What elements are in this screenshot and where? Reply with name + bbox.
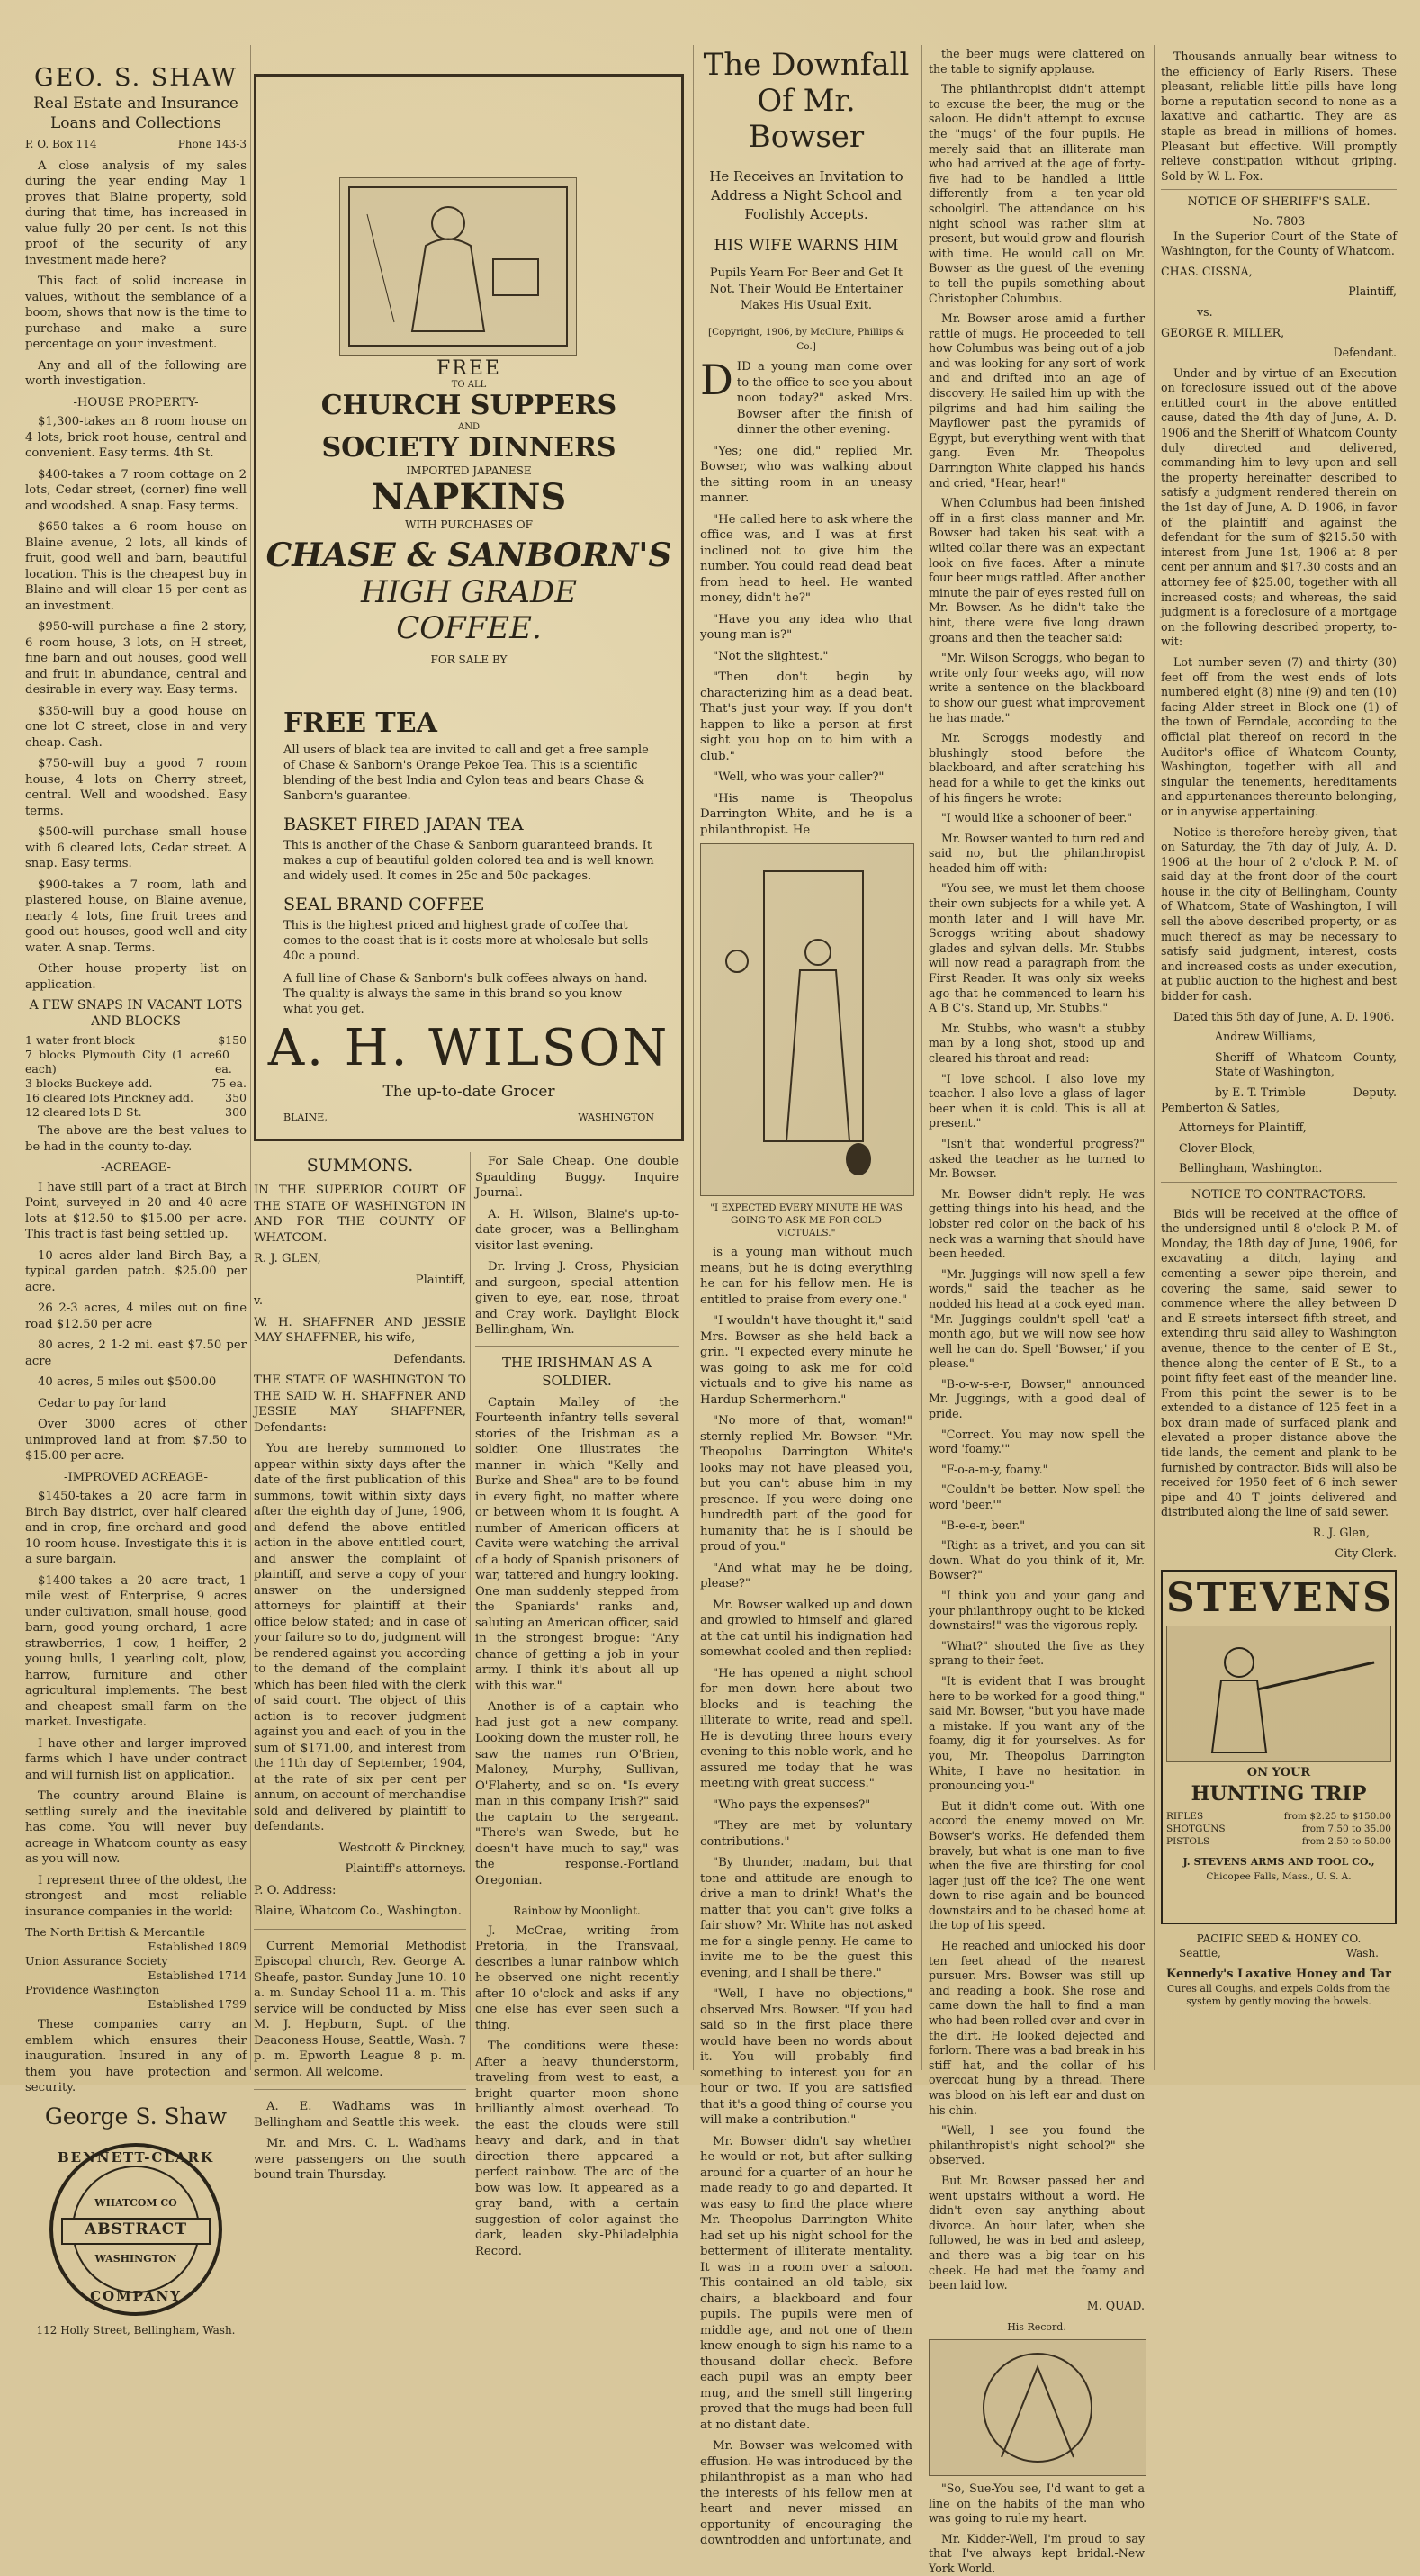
column-bowser <box>700 47 912 2547</box>
wilson-notice: A. H. Wilson, Blaine's up-to-date grocer, was a Bellingham visitor last evening. <box>475 1207 679 1253</box>
acreage-item: 40 acres, 5 miles out $500.00 <box>38 1375 217 1389</box>
shaw-intro: A close analysis of my sales during the year ending May 1 proves that Blaine property, sold during that time, has increased in value fully 20 per cent. Is not this proof of the security of any investment made here? <box>25 158 247 267</box>
shaw-subtitle-1: Real Estate and Insurance <box>33 95 238 113</box>
sheriff-defendant-label: Defendant. <box>1333 346 1397 360</box>
col5-p15: "B-o-w-s-e-r, Bowser," announced Mr. Juggings, with a good deal of pride. <box>929 1376 1145 1421</box>
acreage-item: 80 acres, 2 1-2 mi. east $7.50 per acre <box>25 1338 247 1368</box>
column-rule <box>693 45 694 2070</box>
col5-p2: The philanthropist didn't attempt to excuse the beer, the mug or the saloon. He didn't attempt to excuse the "mugs" of the four pupils. He merely said that an illiterate man who had arrived at the age of forty-five had to be handled a little differently from a ten-year-old schoolgirl. The attendance on his night school was rather slim at present, but would grow and flourish with time. He would call on Mr. Bowser as the guest of the evening to tell the pupils something about Christopher Columbus. <box>929 82 1145 305</box>
quad-signature: M. QUAD. <box>1086 2298 1145 2312</box>
col5-p16: "Correct. You may now spell the word 'foamy.'" <box>929 1427 1145 1456</box>
record-scene-icon <box>930 2340 1146 2475</box>
notice-rule <box>254 1929 466 1930</box>
grocer-state: WASHINGTON <box>578 1112 654 1123</box>
col5-p17: "F-o-a-m-y, foamy." <box>941 1462 1048 1476</box>
ad-brand: CHASE & SANBORN'S <box>265 536 672 574</box>
bowser-p14: "He has opened a night school for men down here about two blocks and is teaching the illiterate to write, read and spell. He is devoting three hours every evening to this noble work, and he assured me today that he was meeting with great success." <box>700 1666 912 1790</box>
ad-free: FREE <box>436 357 501 380</box>
stevens-price: from 2.50 to 50.00 <box>1301 1835 1391 1847</box>
improved-item: I have other and larger improved farms which I have under contract and will furnish list on application. <box>25 1736 247 1782</box>
sheriff-plaintiff: CHAS. CISSNA, <box>1161 264 1253 278</box>
bowser-p3: "He called here to ask where the office was, and I was at first inclined not to give him the number. You could read dead beat from head to heel. He wanted money, didn't he?" <box>700 512 912 605</box>
seal-state-text: WASHINGTON <box>94 2252 177 2265</box>
sheriff-name: Andrew Williams, <box>1215 1030 1317 1044</box>
deputy-label: Deputy. <box>1353 1085 1397 1099</box>
improved-item: I represent three of the oldest, the strongest and most reliable insurance companies in the world: <box>25 1873 247 1919</box>
stevens-trip: HUNTING TRIP <box>1191 1781 1367 1806</box>
col5-p23: "It is evident that I was brought here to be worked for a good thing," said Mr. Bowser, "but you have made a mistake. If you want any of the foamy, dig it for yourselves. As for you, Mr. Theopolus Darrington White, I have no hesitation in pronouncing you-" <box>929 1673 1145 1793</box>
kennedy-ad <box>1161 1968 1397 2008</box>
sheriff-vs: vs. <box>1197 304 1213 319</box>
bowser-deck: He Receives an Invitation to Address a Night School and Foolishly Accepts. <box>709 168 903 222</box>
col5-p27: But Mr. Bowser passed her and went upstairs without a word. He didn't even say anything about divorce. An hour later, when she followed, he was in bed and asleep, and there was a big tear on his cheek. He had met the foamy and been laid low. <box>929 2173 1145 2292</box>
free-tea-text: All users of black tea are invited to call and get a free sample of Chase & Sanborn's Orange Pekoe Tea. This is a scientific blending of the best India and Cylon teas and bears Chase & Sanborn's guarantee. <box>283 743 649 803</box>
summons-court: IN THE SUPERIOR COURT OF THE STATE OF WASHINGTON IN AND FOR THE COUNTY OF WHATCOM. <box>254 1184 466 1245</box>
company-est: Established 1799 <box>148 1997 247 2011</box>
rainbow-p2: The conditions were these: After a heavy thunderstorm, traveling from west to east, a bright quarter moon shone brilliantly almost overhead. To the east the clouds were still heavy and dark, and in that direction there appeared a perfect rainbow. The arc of the bow was low. It appeared as a gray band, with a certain suggestion of color against the dark, leaden sky.-Philadelphia Record. <box>475 2040 679 2258</box>
shaw-address: 112 Holly Street, Bellingham, Wash. <box>36 2323 236 2337</box>
seed-city: Seattle, <box>1179 1947 1221 1960</box>
sheriff-attys-2: Attorneys for Plaintiff, <box>1179 1121 1307 1135</box>
shaw-signature: George S. Shaw <box>44 2103 228 2130</box>
col5-p12: "Isn't that wonderful progress?" asked the teacher as he turned to Mr. Bowser. <box>929 1136 1145 1181</box>
snap-item: 16 cleared lots Pinckney add. <box>25 1091 193 1104</box>
snap-price: 75 ea. <box>211 1076 247 1090</box>
grocer-city: BLAINE, <box>283 1112 328 1123</box>
contractors-title: NOTICE TO CONTRACTORS. <box>1191 1187 1367 1202</box>
record-text-1: "So, Sue-You see, I'd want to get a line on the habits of the man who was going to rule my heart. <box>929 2481 1145 2526</box>
ad-to-all: TO ALL <box>451 380 487 390</box>
col5-p6: Mr. Scroggs modestly and blushingly stood before the blackboard, and after scratching his head for a while to get the kinks out of his fingers he wrote: <box>929 731 1145 805</box>
summons-addr: Blaine, Whatcom Co., Washington. <box>254 1905 462 1918</box>
cross-notice: Dr. Irving J. Cross, Physician and surgeon, special attention given to eye, ear, nose, throat and Cray work. Daylight Block Bellingham, Wn. <box>475 1260 679 1337</box>
house-item: $500-will purchase small house with 6 cleared lots, Cedar street. A snap. Easy terms. <box>25 825 247 870</box>
col5-p19: "B-e-e-r, beer." <box>941 1518 1025 1532</box>
col5-p1: the beer mugs were clattered on the table to signify applause. <box>929 47 1145 76</box>
house-item: $750-will buy a good 7 room house, 4 lots on Cherry street, central. Well and woodshed. Easy terms. <box>25 757 247 818</box>
column-shaw <box>25 63 247 2337</box>
shaw-closing: These companies carry an emblem which ensures their inauguration. Insured in any of them you have protection and security. <box>25 2018 247 2094</box>
clerk-name: R. J. Glen, <box>1312 1526 1370 1540</box>
sheriff-body-3: Notice is therefore hereby given, that on Saturday, the 7th day of July, A. D. 1906 at the hour of 2 o'clock P. M. of said day at the front door of the court house in the city of Bellingham, County of Whatcom, State of Washington, I will sell the above described property, or as much thereof as may be necessary to satisfy said judgment, interest, costs and increased costs as under execution, at public auction to the highest and best bidder for cash. <box>1161 824 1397 1004</box>
bowser-p18: "Well, I have no objections," observed Mrs. Bowser. "If you had said so in the first place there would have been no words about it. You will probably find something to interest you for an hour or two. If you are satisfied that it's a good thing of course you will make a contribution." <box>700 1987 912 2127</box>
record-illustration <box>929 2339 1146 2476</box>
col5-p26: "Well, I see you found the philanthropist's night school?" she observed. <box>929 2123 1145 2167</box>
house-item: $950-will purchase a fine 2 story, 6 room house, 3 lots, on H street, fine barn and out houses, good well and fruit in abundance, central and desirable in every way. Easy terms. <box>25 620 247 697</box>
chase-sanborn-ad <box>254 74 684 1141</box>
bowser-p6: "Then don't begin by characterizing him as a dead beat. That's just your way. If you don't happen to like a person at first sight you hop on to him with a club." <box>700 671 912 763</box>
col5-p8: Mr. Bowser wanted to turn red and said no, but the philanthropist headed him off with: <box>929 831 1145 875</box>
bowser-p11: "No more of that, woman!" sternly replied Mr. Bowser. "Mr. Theopolus Darrington White's looks may not have pleased you, but you can't abuse him in my presence. If you were doing one hundredth part of the good for humanity that he is I should be proud of you." <box>700 1414 912 1554</box>
full-line-text: A full line of Chase & Sanborn's bulk coffees always on hand. The quality is always the same in this brand so you know what you get. <box>283 972 648 1016</box>
snaps-heading: A FEW SNAPS IN VACANT LOTS AND BLOCKS <box>29 998 243 1029</box>
bowser-p2: "Yes; one did," replied Mr. Bowser, who was walking about the sitting room in an uneasy manner. <box>700 444 912 505</box>
seed-company: PACIFIC SEED & HONEY CO. <box>1196 1932 1362 1946</box>
company-name: The North British & Mercantile <box>25 1925 206 1939</box>
stevens-city: Chicopee Falls, Mass., U. S. A. <box>1206 1871 1352 1883</box>
bowser-copyright: [Copyright, 1906, by McClure, Phillips & Co.] <box>708 327 904 352</box>
wadhams-notice-1: A. E. Wadhams was in Bellingham and Seattle this week. <box>254 2100 466 2130</box>
bowser-p16: "They are met by voluntary contributions." <box>700 1819 912 1849</box>
col5-p10: Mr. Stubbs, who wasn't a stubby man by a long shot, stood up and cleared his throat and read: <box>929 1021 1145 1065</box>
bowser-p12: "And what may he be doing, please?" <box>700 1561 912 1590</box>
col5-p21: "I think you and your gang and your philanthropy ought to be kicked downstairs!" was the vigorous reply. <box>929 1589 1145 1633</box>
kennedy-text: Cures all Coughs, and expels Colds from the system by gently moving the bowels. <box>1166 1982 1391 2007</box>
ad-society: SOCIETY DINNERS <box>321 432 616 464</box>
column-rule <box>470 1152 471 2070</box>
stevens-item: SHOTGUNS <box>1166 1823 1226 1834</box>
column-summons <box>254 1154 466 2182</box>
sheriff-attys-4: Bellingham, Washington. <box>1179 1161 1323 1175</box>
bowser-title-1: The Downfall <box>703 47 910 83</box>
col5-p13: Mr. Bowser didn't reply. He was getting things into his head, and the lobster red color on the back of his neck was a warning that should have been heeded. <box>929 1186 1145 1261</box>
acreage-item: 26 2-3 acres, 4 miles out on fine road $12.50 per acre <box>25 1302 247 1331</box>
snap-price: 350 <box>225 1091 247 1104</box>
bowser-wife-heading: HIS WIFE WARNS HIM <box>714 237 899 255</box>
seed-ad <box>1161 1932 1397 1960</box>
bowser-p20: Mr. Bowser was welcomed with effusion. He was introduced by the philanthropist as a man who had the interests of his fellow men at heart and never missed an opportunity of encouraging the downtrodden and unfortunate, and <box>700 2439 912 2547</box>
laxative-notice: Thousands annually bear witness to the efficiency of Early Risers. These pleasant, reliable little pills have long borne a reputation second to none as a laxative and cathartic. They are as staple as bread in millions of homes. Pleasant but effective. Will promptly relieve constipation without griping. Sold by W. L. Fox. <box>1161 50 1397 183</box>
col5-p18: "Couldn't be better. Now spell the word 'beer.'" <box>929 1482 1145 1512</box>
improved-item: The country around Blaine is settling surely and the inevitable has come. You will never buy acreage in Whatcom county as easy as you will now. <box>25 1789 247 1866</box>
summons-body: You are hereby summoned to appear within sixty days after the date of the first publication of this summons, towit within sixty days after the eighth day of June, 1906, and defend the above entitled action in the above entitled court, and answer the complaint of plaintiff, and serve a copy of your answer on the undersigned attorneys for plaintiff at their office below stated; and in case of your failure so to do, judgment will be rendered against you according to the demand of the complaint which has been filed with the clerk of said court. The object of this action is to recover judgment against you and each of you in the sum of $171.00, and interest from the 11th day of September, 1904, at the rate of six per cent per annum, on account of merchandise sold and delivered by plaintiff to defendants. <box>254 1442 466 1833</box>
snaps-note: The above are the best values to be had in the county to-day. <box>25 1124 247 1154</box>
column-notices <box>1161 50 1397 2075</box>
col5-p22: "What?" shouted the five as they sprang to their feet. <box>929 1638 1145 1668</box>
irishman-p1: Captain Malley of the Fourteenth infantry tells several stories of the Irishman as a soldier. One illustrates the manner in which "Kelly and Burke and Shea" are to be found in every fight, no matter where or between whom it is fought. A number of American officers at Cavite were watching the arrival of a body of Spanish prisoners of war, tattered and hungry looking. One man suddenly stepped from the Spaniards' ranks and, saluting an American officer, said in the strongest brogue: "Any chance of getting a job in your army. I think it's about all up with this war." <box>475 1395 679 1693</box>
seed-state: Wash. <box>1345 1947 1379 1960</box>
column-irishman <box>475 1154 679 2258</box>
shaw-phone: Phone 143-3 <box>177 138 247 150</box>
house-item: Other house property list on application. <box>25 962 247 992</box>
bowser-illustration <box>700 843 914 1196</box>
house-item: $900-takes a 7 room, lath and plastered house, on Blaine avenue, nearly 4 lots, fine fruit trees and good out houses, good well and city water. A snap. Terms. <box>25 878 247 955</box>
bowser-p8: "His name is Theopolus Darrington White, and he is a philanthropist. He <box>700 791 912 837</box>
col5-p25: He reached and unlocked his door ten feet ahead of the nearest pursuer. Mrs. Bowser was still up and reading a book. She rose and came down the hall to find a man who had been rolled over and over in the dirt. He looked dejected and forlorn. There was a bad break in his stiff hat, and the collar of his overcoat hung by a thread. There was blood on his left ear and dust on his chin. <box>929 1939 1145 2117</box>
shaw-intro-3: Any and all of the following are worth investigation. <box>25 358 247 388</box>
notice-rule <box>475 1346 679 1347</box>
col5-p7: "I would like a schooner of beer." <box>941 811 1133 825</box>
bowser-p1: ID a young man come over to the office to see you about noon today?" asked Mrs. Bowser after the finish of dinner the other evening. <box>736 360 912 437</box>
free-tea-heading: FREE TEA <box>283 707 437 739</box>
ad-church: CHURCH SUPPERS <box>320 390 617 421</box>
basket-heading: BASKET FIRED JAPAN TEA <box>283 815 524 834</box>
ad-with: WITH PURCHASES OF <box>405 518 533 531</box>
bowser-p5: "Not the slightest." <box>713 649 829 663</box>
improved-item: $1400-takes a 20 acre tract, 1 mile west of Enterprise, 9 acres under cultivation, small house, good barn, good young orchard, 1 acre strawberries, 1 cow, 1 heiffer, 2 young bulls, 1 yearling colt, plow, harrow, furniture and other agricultural implements. The best and cheapest small farm on the market. Investigate. <box>25 1573 247 1729</box>
sheriff-no: No. 7803 <box>1252 213 1306 228</box>
woman-serving-icon <box>340 178 576 355</box>
basket-text: This is another of the Chase & Sanborn guaranteed brands. It makes a cup of beautiful golden colored tea and is well known and widely used. It comes in 25c and 50c packages. <box>283 839 654 883</box>
shaw-intro-2: This fact of solid increase in values, without the semblance of a boom, shows that now is the time to purchase and make a sure percentage on your investment. <box>25 275 247 351</box>
bowser-p15: "Who pays the expenses?" <box>713 1797 871 1812</box>
methodist-notice: Current Memorial Methodist Episcopal church, Rev. George A. Sheafe, pastor. Sunday June 10. 10 a. m. Sunday School 11 a. m. This service will be conducted by Miss M. J. Hepburn, Supt. of the Deaconess House, Seattle, Wash. 7 p. m. Epworth League 8 p. m. sermon. All welcome. <box>254 1939 466 2079</box>
grocer-tagline: The up-to-date Grocer <box>382 1083 555 1101</box>
stevens-price: from $2.25 to $150.00 <box>1283 1810 1391 1822</box>
stevens-line: ON YOUR <box>1246 1766 1311 1780</box>
summons-plaintiff: R. J. GLEN, <box>254 1252 321 1265</box>
col5-p14: "Mr. Juggings will now spell a few words," said the teacher as he nodded his head at a cock eyed man. "Mr. Juggings couldn't spell 'cat' a month ago, but we will now see how well he can do. Spell 'Bowser,' if you please." <box>929 1266 1145 1371</box>
snap-item: 12 cleared lots D St. <box>25 1105 142 1119</box>
bowser-p10: "I wouldn't have thought it," said Mrs. Bowser as she held back a grin. "I expected every minute he was going to ask me for cold victuals and to give his name as Hardup Schermerhorn." <box>700 1314 912 1407</box>
bowser-p9: is a young man without much means, but he is doing everything he can for his fellow men. He is entitled to praise from every one." <box>700 1246 912 1307</box>
stevens-brand: STEVENS <box>1166 1575 1393 1622</box>
acreage-item: Over 3000 acres of other unimproved land at from $7.50 to $15.00 per acre. <box>25 1418 247 1463</box>
bowser-p17: "By thunder, madam, but that tone and attitude are enough to drive a man to drink! What's the matter that you can't give folks a fair show? Mr. White has not asked me for a single penny. He came to invite me to be the guest this evening, and I shall be there." <box>700 1856 912 1980</box>
summons-defendant: W. H. SHAFFNER AND JESSIE MAY SHAFFNER, his wife, <box>254 1315 466 1345</box>
stevens-ad <box>1161 1570 1397 1924</box>
hunter-icon <box>1167 1626 1392 1761</box>
rainbow-title: Rainbow by Moonlight. <box>513 1905 641 1917</box>
company-name: Union Assurance Society <box>25 1954 168 1968</box>
stevens-price: from 7.50 to 35.00 <box>1301 1823 1391 1834</box>
house-item: $650-takes a 6 room house on Blaine avenue, 2 lots, all kinds of fruit, good well and barn, beautiful location. This is the cheapest buy in Blaine and will clear 15 per cent as an investment. <box>25 520 247 613</box>
stevens-item: PISTOLS <box>1166 1835 1210 1847</box>
sheriff-office: Sheriff of Whatcom County, State of Washington, <box>1215 1049 1397 1079</box>
snap-price: 300 <box>225 1105 247 1119</box>
wadhams-notice-2: Mr. and Mrs. C. L. Wadhams were passengers on the south bound train Thursday. <box>254 2137 466 2182</box>
grocer-name: A. H. WILSON <box>267 1019 670 1077</box>
summons-plaintiff-label: Plaintiff, <box>415 1273 466 1287</box>
shaw-title: GEO. S. SHAW <box>34 64 238 92</box>
kennedy-title: Kennedy's Laxative Honey and Tar <box>1166 1968 1391 1982</box>
irishman-title: THE IRISHMAN AS A SOLDIER. <box>501 1354 652 1389</box>
summons-title: SUMMONS. <box>306 1156 414 1175</box>
summons-to: THE STATE OF WASHINGTON TO THE SAID W. H. SHAFFNER AND JESSIE MAY SHAFFNER, Defendants: <box>254 1374 466 1435</box>
snap-item: 1 water front block <box>25 1033 135 1047</box>
summons-defendant-label: Defendants. <box>393 1352 466 1366</box>
deputy-name: by E. T. Trimble <box>1215 1085 1306 1099</box>
col5-p3: Mr. Bowser arose amid a further rattle of mugs. He proceeded to tell how Columbus was being out of a job and was looking for any sort of work and and drifted into an age of discovery. He sailed him up with the pilgrims and had him sailing the Mayflower past the pyramids of Egypt, but everything went with that gang. Even Mr. Theopolus Darrington White clapped his hands and cried, "Hear, hear!" <box>929 311 1145 490</box>
ad-for-sale: FOR SALE BY <box>430 653 508 666</box>
companies-list <box>25 1925 247 2012</box>
notice-rule <box>254 2089 466 2090</box>
acreage-item: I have still part of a tract at Birch Point, surveyed in 20 and 40 acre lots at $12.50 to $15.00 per acre. This tract is fast being settled up. <box>25 1180 247 1241</box>
house-item: $1,300-takes an 8 room house on 4 lots, brick root house, central and convenient. Easy terms. 4th St. <box>25 415 247 460</box>
summons-po: P. O. Address: <box>254 1883 337 1897</box>
bowser-p13: Mr. Bowser walked up and down and growled to himself and glared at the cat until his indignation had somewhat cooled and then replied: <box>700 1598 912 1659</box>
seal-text: This is the highest priced and highest grade of coffee that comes to the coast-that is it costs more at wholesale-but sells 40c a pound. <box>283 919 649 963</box>
col5-p5: "Mr. Wilson Scroggs, who began to write only four weeks ago, will now write a sentence on the blackboard to show our guest what improvement he has made." <box>929 651 1145 725</box>
bowser-p19: Mr. Bowser didn't say whether he would or not, but after sulking around for a quarter of an hour he made ready to go and departed. It was easy to find the place where Mr. Theopolus Darrington White had set up his night school for the betterment of illiterate mentality. It was in a room over a saloon. This contained an old table, six chairs, a blackboard and four pupils. The pupils were men of middle age, and not one of them knew enough to sign his name to a thousand dollar check. Before each pupil was an empty beer mug, and the smell still lingering proved that the mugs had been full at no distant date. <box>700 2134 912 2432</box>
bowser-p7: "Well, who was your caller?" <box>713 770 885 784</box>
bowser-title-2: Of Mr. Bowser <box>748 83 865 155</box>
snaps-list <box>25 1033 247 1120</box>
ad-illustration-woman <box>339 177 577 356</box>
sheriff-body-2: Lot number seven (7) and thirty (30) feet off from the west ends of lots numbered eight (8) nine (9) and ten (10) facing Alder street in Block one (1) of the town of Ferndale, according to the official plat thereof on record in the Auditor's office of Whatcom County, Washington, together with all and singular the tenements, hereditaments and appurtenances thereunto belonging, or in anywise appertaining. <box>1161 654 1397 818</box>
snap-price: 60 ea. <box>215 1048 232 1076</box>
acreage-item: 10 acres alder land Birch Bay, a typical garden patch. $25.00 per acre. <box>25 1248 247 1294</box>
hunter-illustration <box>1166 1626 1391 1762</box>
notice-rule <box>1161 189 1397 190</box>
sheriff-court: In the Superior Court of the State of Washington, for the County of Whatcom. <box>1161 229 1397 258</box>
acreage-heading: -ACREAGE- <box>100 1161 171 1175</box>
sheriff-attys: Pemberton & Satles, <box>1161 1100 1280 1114</box>
notice-rule <box>1161 1182 1397 1183</box>
seal-top-text: BENNETT-CLARK <box>57 2148 215 2166</box>
col5-p20: "Right as a trivet, and you can sit down. What do you think of it, Mr. Bowser?" <box>929 1538 1145 1582</box>
col5-p4: When Columbus had been finished off in a first class manner and Mr. Bowser had taken his seat with a wilted collar there was an expectant look on five faces. After a minute four beer mugs rattled. After another minute the pair of eyes rested full on Mr. Bowser. As he didn't take the hint, there were five long drawn groans and then the teacher said: <box>929 496 1145 644</box>
ad-coffee: COFFEE. <box>396 610 542 646</box>
column-rule <box>1154 45 1155 2070</box>
clerk-label: City Clerk. <box>1335 1545 1397 1560</box>
contractors-body: Bids will be received at the office of the undersigned until 8 o'clock P. M. of Monday, the 18th day of June, 1906, for excavating a ditch, laying and cementing a sewer pipe therein, and covering the same, said sewer to commence where the alley between D and E streets intersect fifth street, and extending thru said alley to Washington avenue, thence to the center of E St., thence along the center of E St., to a point fifty feet east of the meander line. From this point the sewer is to be extended to a distance of 125 feet in a box drain made of surfaced plank and elevated a proper distance above the tide lands, the cement and plank to be furnished by contractor. Bids will also be received for 1950 feet of 6 inch sewer pipe and 40 T joints delivered and distributed along the line of said sewer. <box>1161 1206 1397 1519</box>
col5-p9: "You see, we must let them choose their own subjects for a while yet. A month later and I will have Mr. Scroggs writing about shadowy glades and sylvan dells. Mr. Stubbs will now read a paragraph from the First Reader. It was only six weeks ago that he commenced to learn his A B C's. Stand up, Mr. Stubbs." <box>929 881 1145 1015</box>
bowser-p4: "Have you any idea who that young man is?" <box>700 612 912 642</box>
house-item: $400-takes a 7 room cottage on 2 lots, Cedar street, (corner) fine well and woodshed. A snap. Easy terms. <box>25 467 247 513</box>
improved-heading: -IMPROVED ACREAGE- <box>63 1470 209 1484</box>
sheriff-dated: Dated this 5th day of June, A. D. 1906. <box>1173 1009 1395 1023</box>
seal-county-text: WHATCOM CO <box>94 2196 177 2209</box>
sheriff-body-1: Under and by virtue of an Execution on foreclosure issued out of the above entitled court in the above entitled cause, dated the 4th day of June, A. D. 1906 and the Sheriff of Whatcom County duly directed and delivered, commanding him to levy upon and sell the property hereinafter described to satisfy a judgment rendered therein on the 1st day of June, A. D. 1906, in favor of the plaintiff and against the defendant for the sum of $215.50 with interest from June 1st, 1906 at 8 per cent per annum and $17.30 costs and an attorney fee of $25.00, together with all increased costs; and whereas, the said judgment is a foreclosure of a mortgage on the following described property, to-wit: <box>1161 365 1397 649</box>
sheriff-defendant: GEORGE R. MILLER, <box>1161 325 1285 339</box>
seal-center-text: ABSTRACT <box>85 2220 187 2238</box>
improved-item: $1450-takes a 20 acre farm in Birch Bay district, over half cleared and in crop, fine orchard and good 10 room house. Investigate this it is a sure bargain. <box>25 1490 247 1566</box>
irishman-p2: Another is of a captain who had just got a new company. Looking down the muster roll, he saw the names run O'Brien, Maloney, Murphy, Sullivan, O'Flaherty, and so on. "Is every man in this company Irish?" said the captain to the sergeant. "There's wan Swede, but he doesn't have much to say," was the response.-Portland Oregonian. <box>475 1700 679 1887</box>
drop-cap: D <box>700 356 733 404</box>
company-est: Established 1714 <box>148 1968 247 1982</box>
column-bowser-cont <box>929 47 1145 2575</box>
company-name: Providence Washington <box>25 1983 160 1996</box>
ad-high-grade: HIGH GRADE <box>360 574 578 610</box>
acreage-item: Cedar to pay for land <box>38 1396 166 1410</box>
bowser-deck-2: Pupils Yearn For Beer and Get It Not. Their Would Be Entertainer Makes His Usual Exit. <box>709 266 903 312</box>
shaw-po-box: P. O. Box 114 <box>25 138 97 150</box>
abstract-seal <box>46 2139 226 2319</box>
snap-item: 7 blocks Plymouth City (1 acre each) <box>25 1048 215 1076</box>
for-sale-notice: For Sale Cheap. One double Spaulding Buggy. Inquire Journal. <box>475 1155 679 1200</box>
stevens-item: RIFLES <box>1166 1810 1204 1822</box>
seal-bottom-text: COMPANY <box>90 2287 182 2304</box>
ad-imported: IMPORTED JAPANESE <box>406 464 532 477</box>
snap-item: 3 blocks Buckeye add. <box>25 1076 153 1090</box>
stevens-company: J. STEVENS ARMS AND TOOL CO., <box>1182 1855 1375 1868</box>
summons-attys-label: Plaintiff's attorneys. <box>345 1862 466 1876</box>
summons-v: v. <box>254 1294 264 1308</box>
doorway-scene-icon <box>701 844 913 1195</box>
record-text-2: Mr. Kidder-Well, I'm proud to say that I've always kept bridal.-New York World. <box>929 2531 1145 2575</box>
sheriff-attys-3: Clover Block, <box>1179 1140 1256 1155</box>
bowser-caption: "I EXPECTED EVERY MINUTE HE WAS GOING TO ASK ME FOR COLD VICTUALS." <box>710 1202 903 1238</box>
ad-napkins: NAPKINS <box>371 476 567 518</box>
house-item: $350-will buy a good house on one lot C street, close in and very cheap. Cash. <box>25 704 247 750</box>
snap-price: $150 <box>218 1033 247 1047</box>
column-rule <box>921 45 922 2070</box>
ad-and: AND <box>458 422 480 432</box>
company-est: Established 1809 <box>148 1940 247 1953</box>
column-rule <box>250 45 251 2070</box>
col5-p11: "I love school. I also love my teacher. I also love a glass of lager beer when it is cold. This is all at present." <box>929 1071 1145 1130</box>
seal-heading: SEAL BRAND COFFEE <box>283 895 485 914</box>
record-title: His Record. <box>1007 2321 1066 2334</box>
house-heading: -HOUSE PROPERTY- <box>73 395 199 410</box>
rainbow-p1: J. McCrae, writing from Pretoria, in the Transvaal, describes a lunar rainbow which he observed one night recently after 10 o'clock and asks if any one else has ever seen such a thing. <box>475 1923 679 2032</box>
col5-p24: But it didn't come out. With one accord the enemy moved on Mr. Bowser's works. He defended them bravely, but what is one man to five when the five are thirsting for cool lager just off the ice? The one went down to rise again and be bounced downstairs and to be chased home at the top of his speed. <box>929 1798 1145 1932</box>
summons-attys: Westcott & Pinckney, <box>338 1841 466 1855</box>
shaw-subtitle-2: Loans and Collections <box>50 114 221 132</box>
sheriff-sale-title: NOTICE OF SHERIFF'S SALE. <box>1187 195 1371 210</box>
sheriff-plaintiff-label: Plaintiff, <box>1348 284 1397 299</box>
